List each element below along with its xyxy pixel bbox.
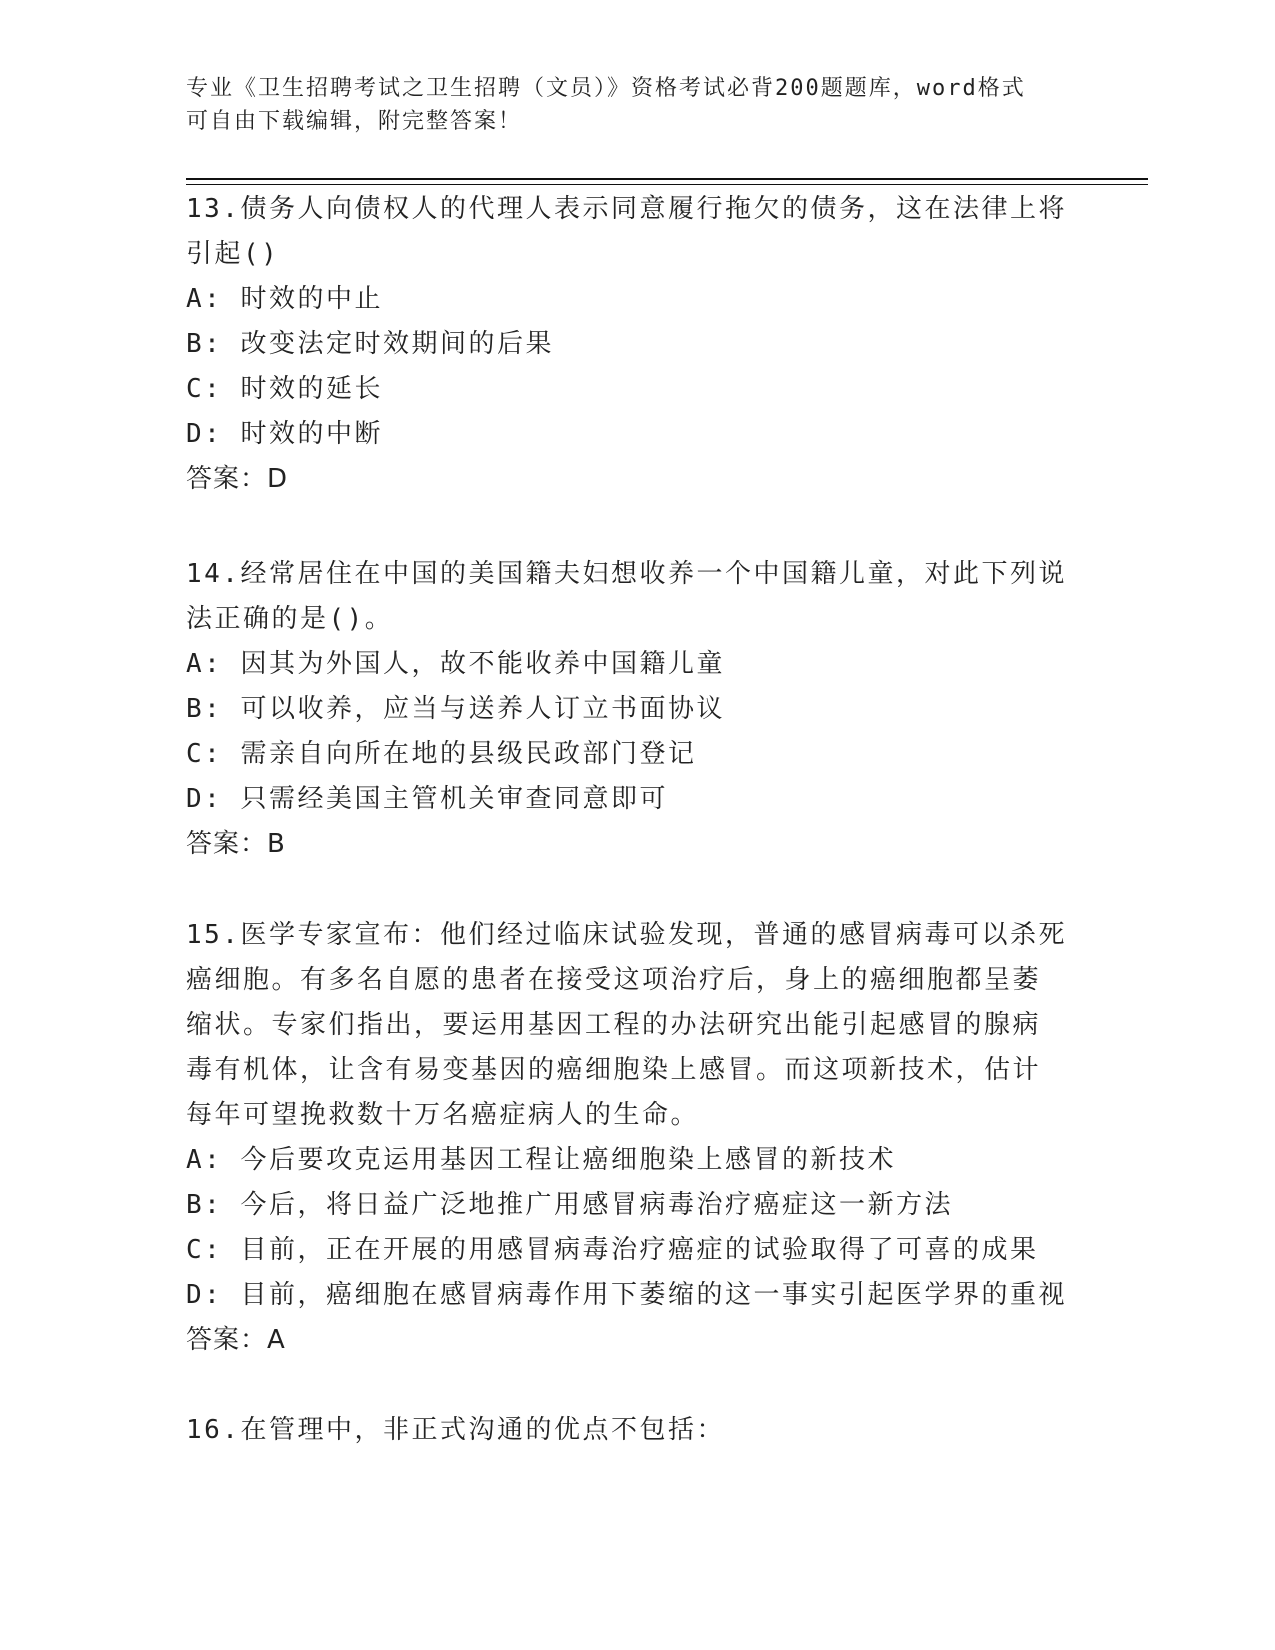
question-stem: 法正确的是()。 [186,604,394,634]
option-b: B: 可以收养，应当与送养人订立书面协议 [186,694,725,724]
option-d: D: 目前，癌细胞在感冒病毒作用下萎缩的这一事实引起医学界的重视 [186,1280,1067,1310]
option-c: C: 目前，正在开展的用感冒病毒治疗癌症的试验取得了可喜的成果 [186,1235,1039,1265]
question-stem: 引起() [186,239,280,269]
header-line-1: 专业《卫生招聘考试之卫生招聘（文员）》资格考试必背200题题库，word格式 [186,76,1026,101]
question-stem: 13.债务人向债权人的代理人表示同意履行拖欠的债务，这在法律上将 [186,194,1067,224]
option-a: A: 时效的中止 [186,284,383,314]
document-header [186,72,1086,138]
option-b: B: 改变法定时效期间的后果 [186,329,554,359]
question-stem: 癌细胞。有多名自愿的患者在接受这项治疗后，身上的癌细胞都呈萎 [186,965,1042,995]
question-15 [186,913,1078,1363]
answer-label: 答案：D [186,464,289,494]
question-stem: 毒有机体，让含有易变基因的癌细胞染上感冒。而这项新技术，估计 [186,1055,1042,1085]
option-b: B: 今后，将日益广泛地推广用感冒病毒治疗癌症这一新方法 [186,1190,953,1220]
question-stem: 缩状。专家们指出，要运用基因工程的办法研究出能引起感冒的腺病 [186,1010,1042,1040]
header-line-2: 可自由下载编辑，附完整答案！ [186,109,523,134]
header-divider-thick [186,178,1148,180]
header-divider-thin [186,184,1148,185]
option-c: C: 时效的延长 [186,374,383,404]
answer-label: 答案：A [186,1325,286,1355]
question-13 [186,187,1078,502]
question-stem: 14.经常居住在中国的美国籍夫妇想收养一个中国籍儿童，对此下列说 [186,559,1067,589]
option-a: A: 今后要攻克运用基因工程让癌细胞染上感冒的新技术 [186,1145,896,1175]
answer-label: 答案：B [186,829,286,859]
question-16 [186,1408,1078,1453]
question-stem: 每年可望挽救数十万名癌症病人的生命。 [186,1100,700,1130]
question-14 [186,552,1078,867]
question-stem: 15.医学专家宣布：他们经过临床试验发现，普通的感冒病毒可以杀死 [186,920,1067,950]
option-c: C: 需亲自向所在地的县级民政部门登记 [186,739,697,769]
option-a: A: 因其为外国人，故不能收养中国籍儿童 [186,649,725,679]
option-d: D: 只需经美国主管机关审查同意即可 [186,784,668,814]
option-d: D: 时效的中断 [186,419,383,449]
question-stem: 16.在管理中，非正式沟通的优点不包括： [186,1415,725,1445]
